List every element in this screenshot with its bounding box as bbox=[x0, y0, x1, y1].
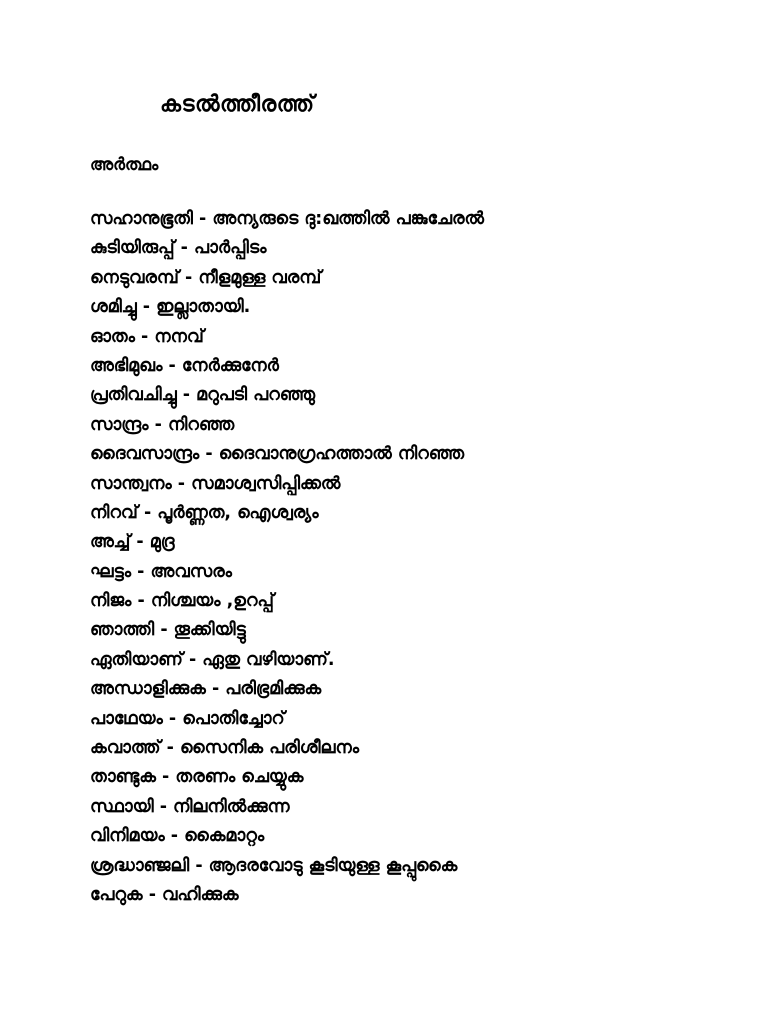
section-heading: അർത്ഥം bbox=[90, 155, 159, 175]
glossary-entry: അന്ധാളിക്കുക - പരിഭ്രമിക്കുക bbox=[90, 679, 322, 700]
glossary-entry: കുടിയിരുപ്പ് - പാർപ്പിടം bbox=[90, 238, 267, 259]
glossary-entry: അഭിമുഖം - നേർക്കുനേർ bbox=[90, 355, 279, 376]
glossary-entry: സ്ഥായി - നിലനിൽക്കുന്ന bbox=[90, 796, 290, 817]
glossary-entry: നിജം - നിശ്ചയം ,ഉറപ്പ് bbox=[90, 591, 274, 612]
glossary-entry: സാന്ത്വനം - സമാശ്വസിപ്പിക്കൽ bbox=[90, 473, 341, 494]
glossary-entry: ദൈവസാന്ദ്രം - ദൈവാനുഗ്രഹത്താൽ നിറഞ്ഞ bbox=[90, 444, 465, 465]
glossary-entry: ഘട്ടം - അവസരം bbox=[90, 561, 233, 582]
glossary-entry: ഓതം - നനവ് bbox=[90, 326, 204, 347]
glossary-entry: വിനിമയം - കൈമാറ്റം bbox=[90, 826, 265, 847]
glossary-entry: ഞാത്തി - തൂക്കിയിട്ടു bbox=[90, 620, 246, 641]
glossary-entry: പാഥേയം - പൊതിച്ചോറ് bbox=[90, 708, 285, 729]
glossary-entry: അച്ച് - മുദ്ര bbox=[90, 532, 175, 553]
glossary-list bbox=[90, 205, 484, 910]
glossary-entry: കവാത്ത് - സൈനിക പരിശീലനം bbox=[90, 738, 360, 759]
glossary-entry: സഹാനുഭൂതി - അന്യരുടെ ദു:ഖത്തിൽ പങ്കുചേരൽ bbox=[90, 209, 484, 229]
glossary-entry: ഏതിയാണ് - ഏതു വഴിയാണ്. bbox=[90, 649, 335, 670]
glossary-entry: പേറുക - വഹിക്കുക bbox=[90, 884, 239, 905]
glossary-entry: പ്രതിവചിച്ചു - മറുപടി പറഞ്ഞു bbox=[90, 385, 316, 406]
glossary-entry: നിറവ് - പൂർണ്ണത, ഐശ്വര്യം bbox=[90, 502, 319, 523]
glossary-entry: ശ്രദ്ധാഞ്ജലി - ആദരവോടു കൂടിയുള്ള കൂപ്പുകൈ bbox=[90, 855, 458, 876]
glossary-entry: ശമിച്ചു - ഇല്ലാതായി. bbox=[90, 297, 251, 318]
page-title: കടൽത്തീരത്ത് bbox=[160, 92, 315, 117]
glossary-entry: താണ്ടുക - തരണം ചെയ്യുക bbox=[90, 767, 304, 788]
glossary-entry: സാന്ദ്രം - നിറഞ്ഞ bbox=[90, 414, 235, 435]
glossary-entry: നെടുവരമ്പ് - നീളമുള്ള വരമ്പ് bbox=[90, 267, 322, 288]
